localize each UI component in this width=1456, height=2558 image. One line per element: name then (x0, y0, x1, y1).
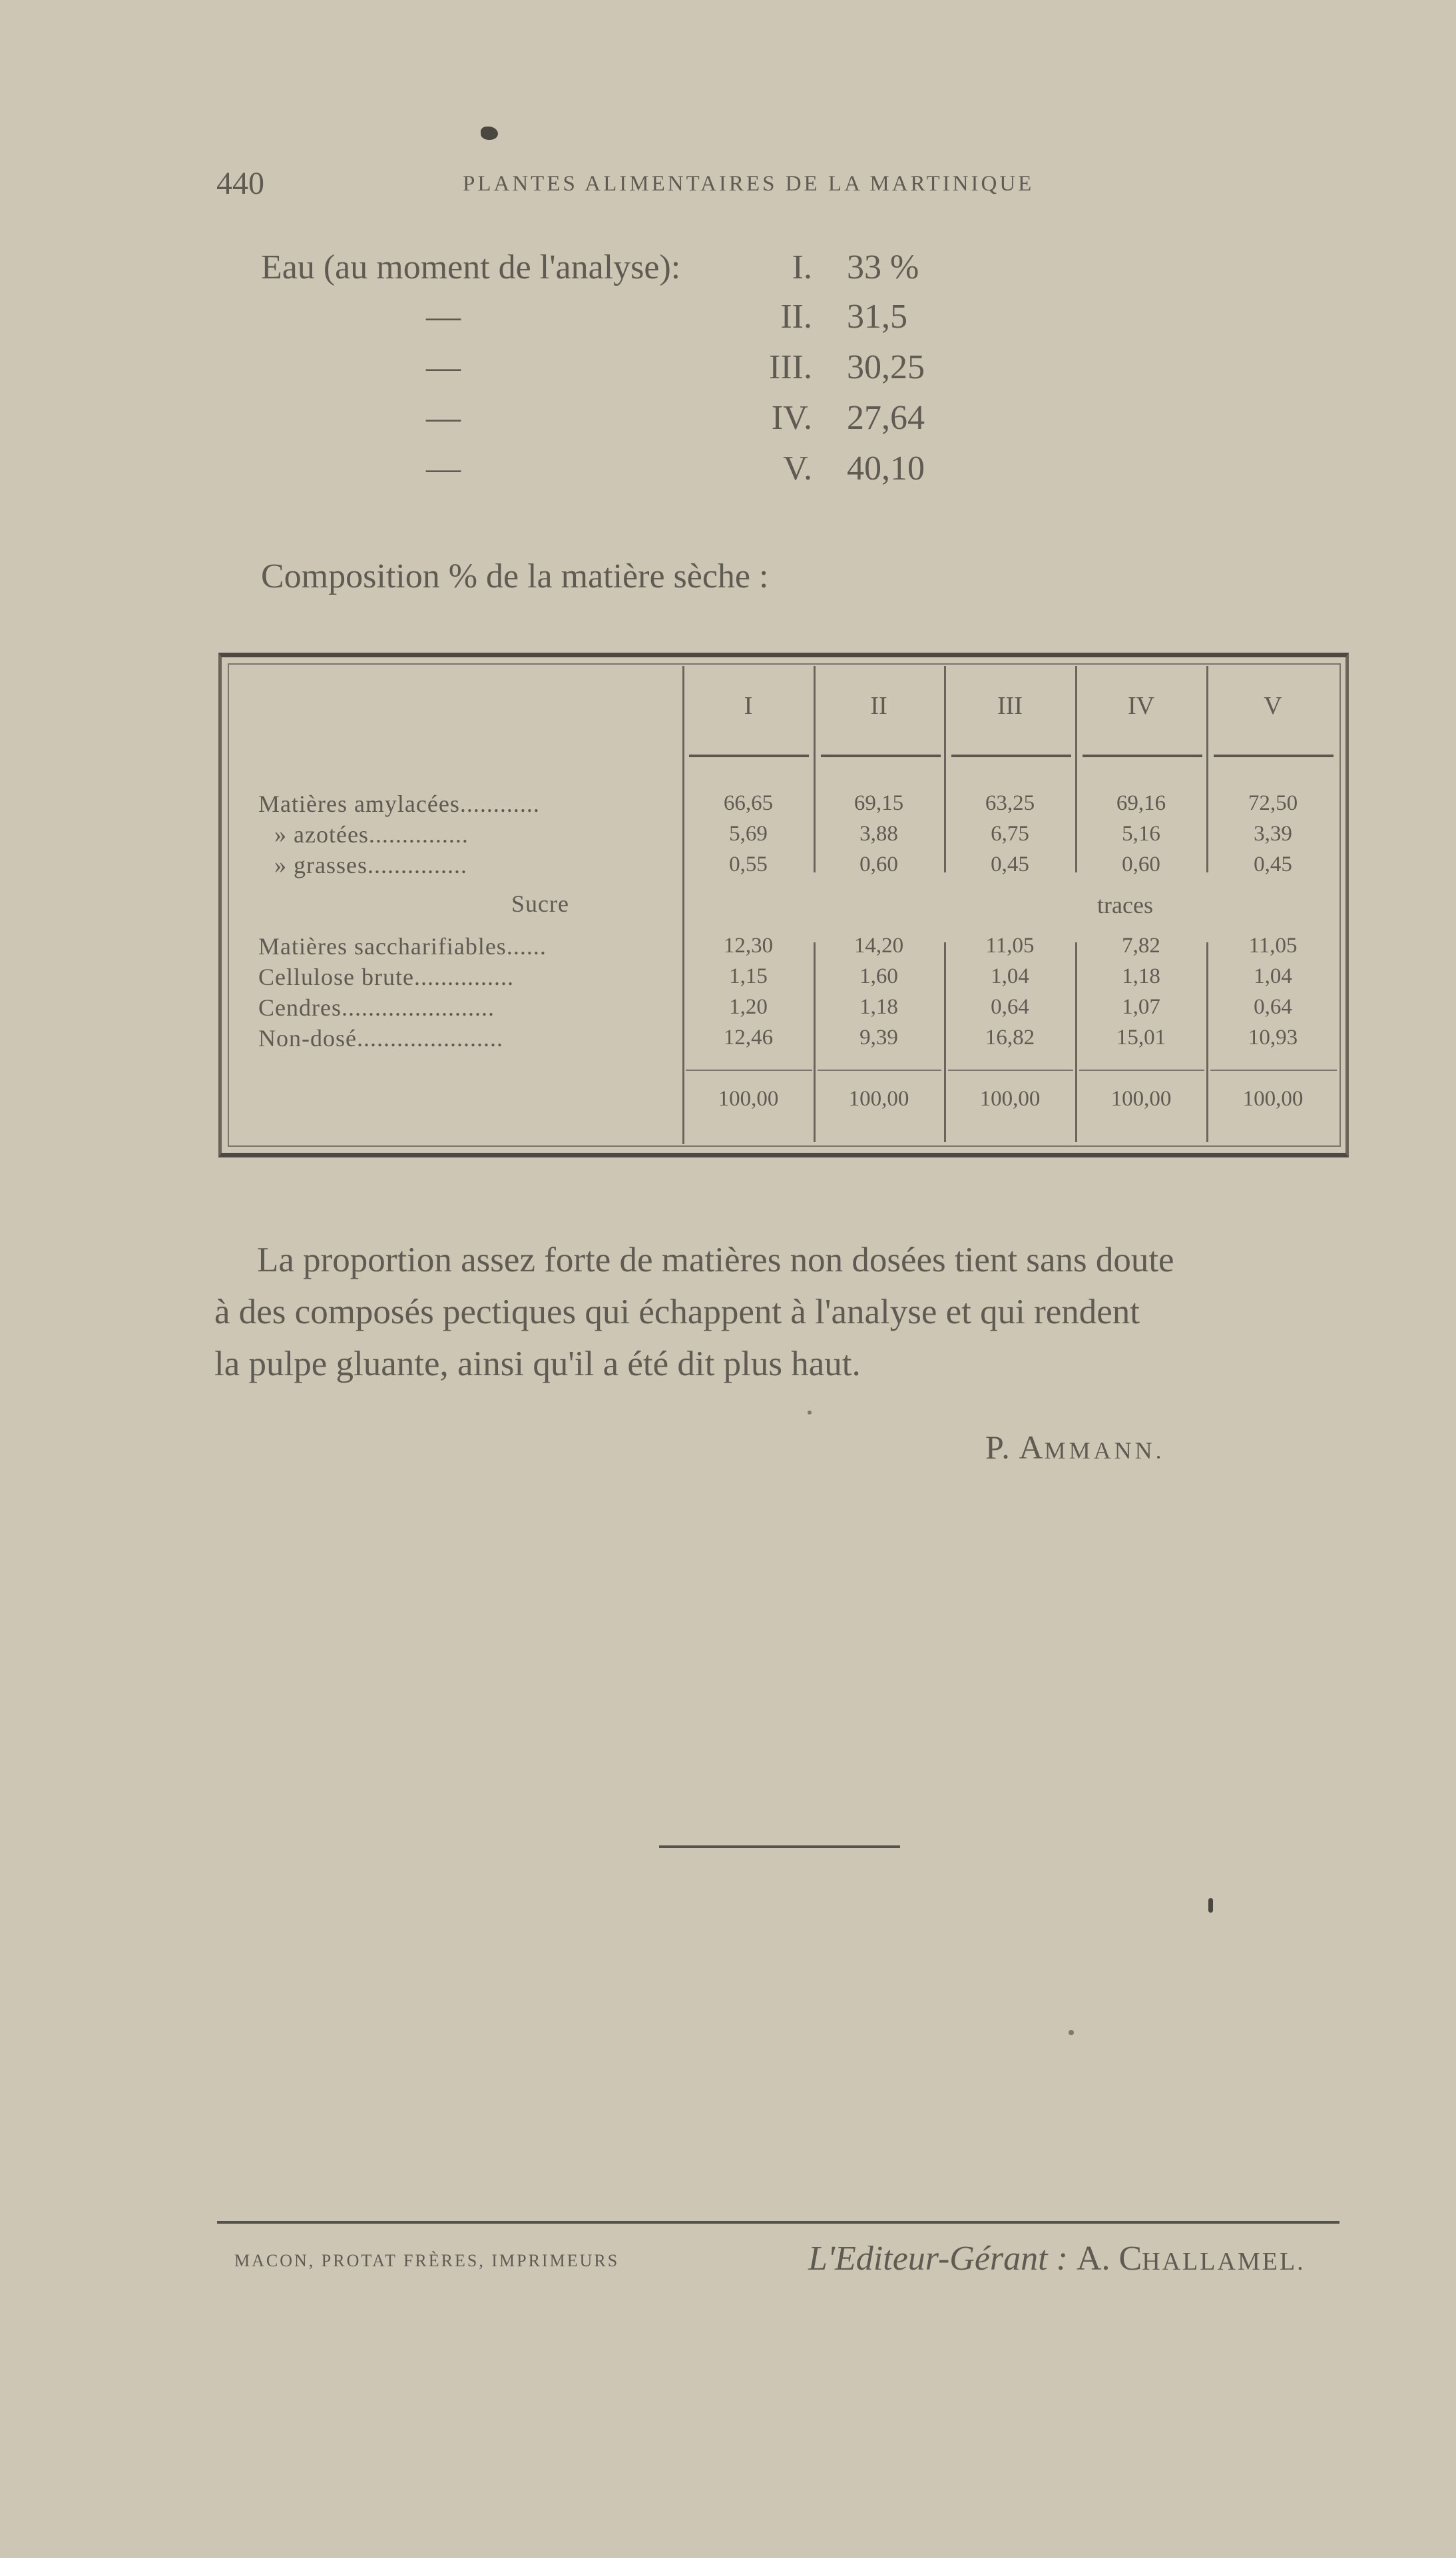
water-num: II. (780, 298, 812, 336)
sum-rule (1079, 1070, 1204, 1071)
table-cell: 1,20 (729, 995, 768, 1019)
table-cell: 6,75 (991, 822, 1029, 846)
column-divider (1206, 942, 1208, 1142)
column-header: II (870, 692, 887, 720)
signature-initial: P. A (985, 1429, 1045, 1466)
table-cell: 10,93 (1248, 1026, 1298, 1050)
table-cell: 1,18 (859, 995, 898, 1019)
table-cell: 9,39 (859, 1026, 898, 1050)
header-rule (821, 755, 941, 757)
footer-rule (217, 2221, 1339, 2224)
editor-label: L'Editeur-Gérant : (808, 2240, 1077, 2278)
table-cell: 1,07 (1122, 995, 1160, 1019)
table-cell: 5,16 (1122, 822, 1160, 846)
table-cell: 11,05 (1248, 934, 1298, 958)
signature-rest: MMANN. (1044, 1437, 1165, 1464)
header-rule (689, 755, 809, 757)
ink-speck (808, 1411, 812, 1415)
printer-imprint: MACON, PROTAT FRÈRES, IMPRIMEURS (234, 2251, 620, 2270)
total-cell: 100,00 (1110, 1087, 1172, 1111)
sum-rule (686, 1070, 812, 1071)
table-cell: 15,01 (1116, 1026, 1166, 1050)
row-label: Cellulose brute............... (258, 964, 514, 990)
row-label: » azotées............... (274, 821, 469, 848)
column-header: III (997, 692, 1023, 720)
section-divider (659, 1845, 900, 1848)
editor-initial: A. C (1076, 2240, 1142, 2278)
table-cell: 66,65 (723, 791, 774, 815)
column-divider (944, 666, 946, 872)
row-label: Non-dosé...................... (258, 1025, 503, 1052)
sum-rule (948, 1070, 1073, 1071)
row-label: Matières saccharifiables...... (258, 933, 547, 960)
table-cell: 1,60 (859, 964, 898, 988)
header-rule (1083, 755, 1202, 757)
column-divider (1075, 666, 1077, 872)
water-value: 30,25 (847, 348, 925, 386)
editor-rest: HALLAMEL. (1142, 2248, 1306, 2276)
table-cell: 12,30 (723, 934, 774, 958)
table-cell: 3,88 (859, 822, 898, 846)
table-cell: 72,50 (1248, 791, 1298, 815)
ditto-dash: — (426, 298, 461, 336)
sugar-traces: traces (1097, 892, 1153, 918)
ditto-dash: — (426, 348, 461, 386)
table-cell: 11,05 (985, 934, 1035, 958)
header-rule (951, 755, 1071, 757)
table-cell: 69,15 (853, 791, 904, 815)
water-num: I. (792, 248, 812, 286)
sum-rule (818, 1070, 941, 1071)
water-value: 33 % (847, 248, 919, 286)
water-num: IV. (771, 399, 812, 437)
ink-speck (1208, 1898, 1213, 1913)
column-header: IV (1127, 692, 1155, 720)
table-cell: 14,20 (853, 934, 904, 958)
ditto-dash: — (426, 450, 461, 487)
table-cell: 0,60 (1122, 852, 1160, 876)
table-cell: 0,45 (1254, 852, 1292, 876)
water-value: 31,5 (847, 298, 907, 336)
ditto-dash: — (426, 399, 461, 437)
table-cell: 0,60 (859, 852, 898, 876)
paragraph-line: à des composés pectiques qui échappent à l'analyse et qui rendent (214, 1293, 1140, 1331)
water-num: V. (783, 450, 812, 487)
table-cell: 16,82 (985, 1026, 1035, 1050)
total-cell: 100,00 (1242, 1087, 1304, 1111)
water-value: 40,10 (847, 450, 925, 487)
water-value: 27,64 (847, 399, 925, 437)
sugar-label: Sucre (511, 890, 569, 917)
table-cell: 0,64 (1254, 995, 1292, 1019)
page-number: 440 (216, 166, 264, 201)
ink-speck (1069, 2030, 1074, 2035)
column-header: I (744, 692, 753, 720)
total-cell: 100,00 (718, 1087, 779, 1111)
water-num: III. (769, 348, 812, 386)
column-divider (1075, 942, 1077, 1142)
author-signature (985, 1428, 1165, 1466)
paragraph-line: la pulpe gluante, ainsi qu'il a été dit plus haut. (214, 1345, 861, 1383)
column-divider (1206, 666, 1208, 872)
table-cell: 0,55 (729, 852, 768, 876)
table-cell: 0,64 (991, 995, 1029, 1019)
table-cell: 69,16 (1116, 791, 1166, 815)
table-cell: 1,04 (991, 964, 1029, 988)
row-label: » grasses............... (274, 852, 467, 878)
table-cell: 1,18 (1122, 964, 1160, 988)
table-cell: 12,46 (723, 1026, 774, 1050)
water-label: Eau (au moment de l'analyse): (261, 248, 681, 286)
paragraph-line: La proportion assez forte de matières non dosées tient sans doute (257, 1241, 1174, 1279)
editor-credit (808, 2239, 1306, 2278)
table-cell: 7,82 (1122, 934, 1160, 958)
table-cell: 1,15 (729, 964, 768, 988)
sum-rule (1210, 1070, 1337, 1071)
table-cell: 5,69 (729, 822, 768, 846)
column-divider (814, 942, 816, 1142)
total-cell: 100,00 (848, 1087, 909, 1111)
ink-ornament (481, 127, 498, 140)
running-title: PLANTES ALIMENTAIRES DE LA MARTINIQUE (463, 172, 1035, 196)
table-cell: 3,39 (1254, 822, 1292, 846)
total-cell: 100,00 (979, 1087, 1041, 1111)
composition-title: Composition % de la matière sèche : (261, 557, 769, 595)
table-cell: 0,45 (991, 852, 1029, 876)
row-label: Cendres....................... (258, 994, 495, 1021)
row-label: Matières amylacées............ (258, 791, 540, 817)
column-divider (944, 942, 946, 1142)
column-header: V (1264, 692, 1282, 720)
column-divider (814, 666, 816, 872)
table-cell: 63,25 (985, 791, 1035, 815)
header-rule (1214, 755, 1334, 757)
column-divider (682, 666, 684, 1144)
table-cell: 1,04 (1254, 964, 1292, 988)
